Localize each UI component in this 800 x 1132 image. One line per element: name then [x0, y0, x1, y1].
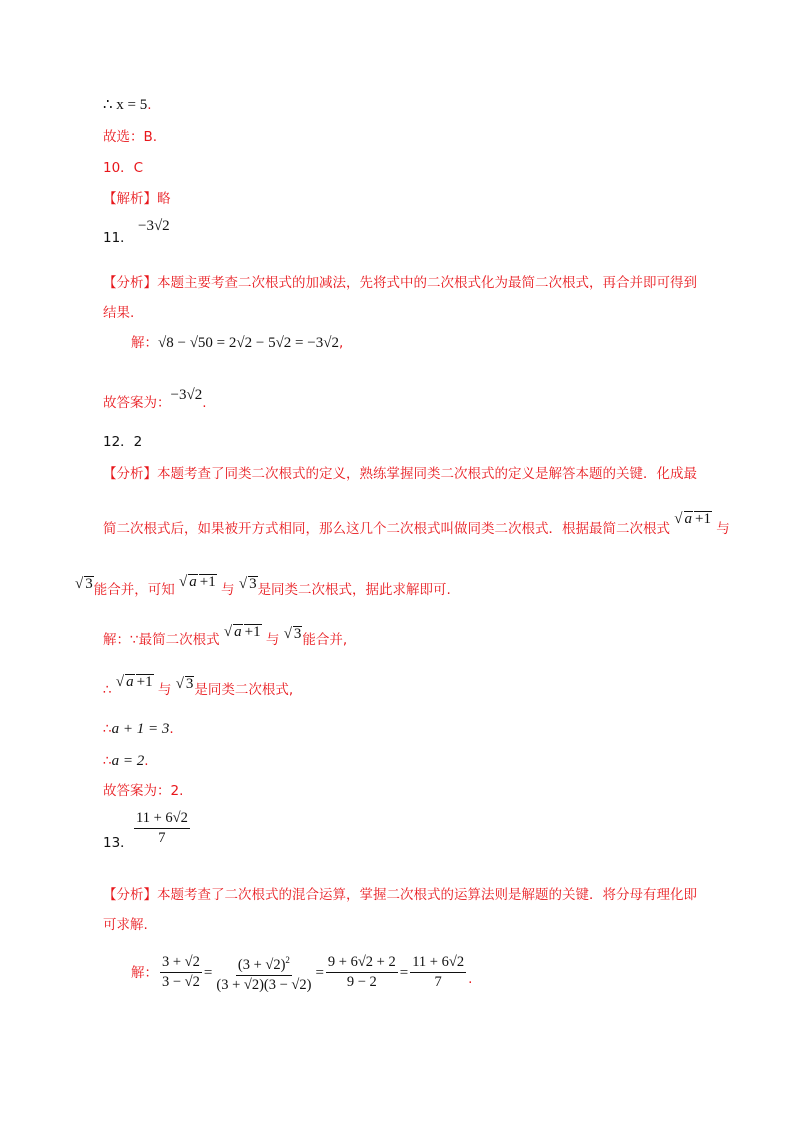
- line-therefore-x: ∴ x = 5.: [103, 97, 152, 113]
- q11-answer: −3√2: [137, 218, 170, 234]
- line-q12-solution-3: ∴a + 1 = 3.: [103, 721, 174, 737]
- analysis-tag: 【解析】: [103, 191, 157, 207]
- analysis-tag: 【分析】: [103, 466, 157, 482]
- sqrt-a-plus-1: √ a +1: [179, 574, 216, 590]
- q13-answer-fraction: $\frac{11 + 6√2}{7}$: [135, 810, 188, 846]
- line-q13-analysis-1: 【分析】本题考查了二次根式的混合运算，掌握二次根式的运算法则是解题的关键．将分母有理化即: [103, 887, 697, 903]
- line-q11: 11． −3√2: [103, 218, 170, 246]
- analysis-tag: 【分析】: [103, 887, 157, 903]
- sqrt-3: √ 3: [175, 676, 194, 692]
- sqrt-a-plus-1: √ a +1: [674, 511, 711, 527]
- math-x-equals-5: ∴ x = 5: [103, 97, 148, 113]
- line-q11-answer: 故答案为：−3√2.: [103, 387, 207, 411]
- sqrt-a-plus-1: √ a +1: [115, 674, 153, 690]
- line-choice-b: 故选：B.: [103, 129, 158, 145]
- line-q12-analysis-1: 【分析】本题考查了同类二次根式的定义，熟练掌握同类二次根式的定义是解答本题的关键．化成最: [103, 466, 697, 482]
- line-q11-analysis-1: 【分析】本题主要考查二次根式的加减法，先将式中的二次根式化为最简二次根式，再合并即可得到: [103, 275, 697, 291]
- analysis-tag: 【分析】: [103, 275, 157, 291]
- line-q10-analysis: 【解析】略: [103, 191, 171, 207]
- line-q12-solution-4: ∴a = 2.: [103, 753, 149, 769]
- line-q10: 10．C: [103, 160, 144, 176]
- line-q12-answer: 故答案为：2.: [103, 783, 184, 799]
- sqrt-a-plus-1: √ a +1: [223, 624, 261, 640]
- line-q11-analysis-2: 结果.: [103, 305, 135, 321]
- line-q12-solution-1: 解：∵最简二次根式 √ a +1 与 √ 3能合并,: [103, 624, 348, 648]
- q11-answer-expr: −3√2: [170, 387, 203, 403]
- line-q13: 13． $\frac{11 + 6√2}{7}$: [103, 810, 188, 851]
- line-q12-analysis-3: √ 3能合并，可知 √ a +1 与 √ 3是同类二次根式，据此求解即可.: [75, 574, 451, 598]
- fraction-result: $\frac{11 + 6√2}{7}$: [412, 954, 465, 991]
- line-q12: 12．2: [103, 434, 143, 450]
- fraction-expanded: $\frac{9 + 6√2 + 2}{9 - 2}$: [327, 954, 396, 991]
- sqrt-3: √ 3: [238, 576, 257, 592]
- line-q13-solution: 解： $\frac{3 + √2}{3 - √2}$ = $\frac{(3 + √2)^2}{(3 + √2)(3 - √2)}$ = $\frac{9 + 6√2 + 2}{9 - 2}$ = $\frac{11 + 6√2}{7}$ .: [131, 952, 472, 994]
- sqrt-3: √ 3: [75, 576, 93, 592]
- sqrt-3: √ 3: [283, 626, 302, 642]
- line-q12-solution-2: ∴ √ a +1 与 √ 3是同类二次根式,: [103, 674, 294, 698]
- q11-solution-expr: √8 − √50 = 2√2 − 5√2 = −3√2: [158, 335, 339, 351]
- fraction-3-plus-sqrt2-over-3-minus-sqrt2: $\frac{3 + √2}{3 - √2}$: [162, 954, 200, 991]
- line-q12-analysis-2: 简二次根式后，如果被开方式相同，那么这几个二次根式叫做同类二次根式．根据最简二次根式 √ a +1 与: [103, 511, 730, 537]
- fraction-squared-over-product: $\frac{(3 + √2)^2}{(3 + √2)(3 - √2)}$: [214, 952, 313, 994]
- line-q11-solution: 解：√8 − √50 = 2√2 − 5√2 = −3√2,: [131, 335, 344, 351]
- line-q13-analysis-2: 可求解.: [103, 917, 148, 933]
